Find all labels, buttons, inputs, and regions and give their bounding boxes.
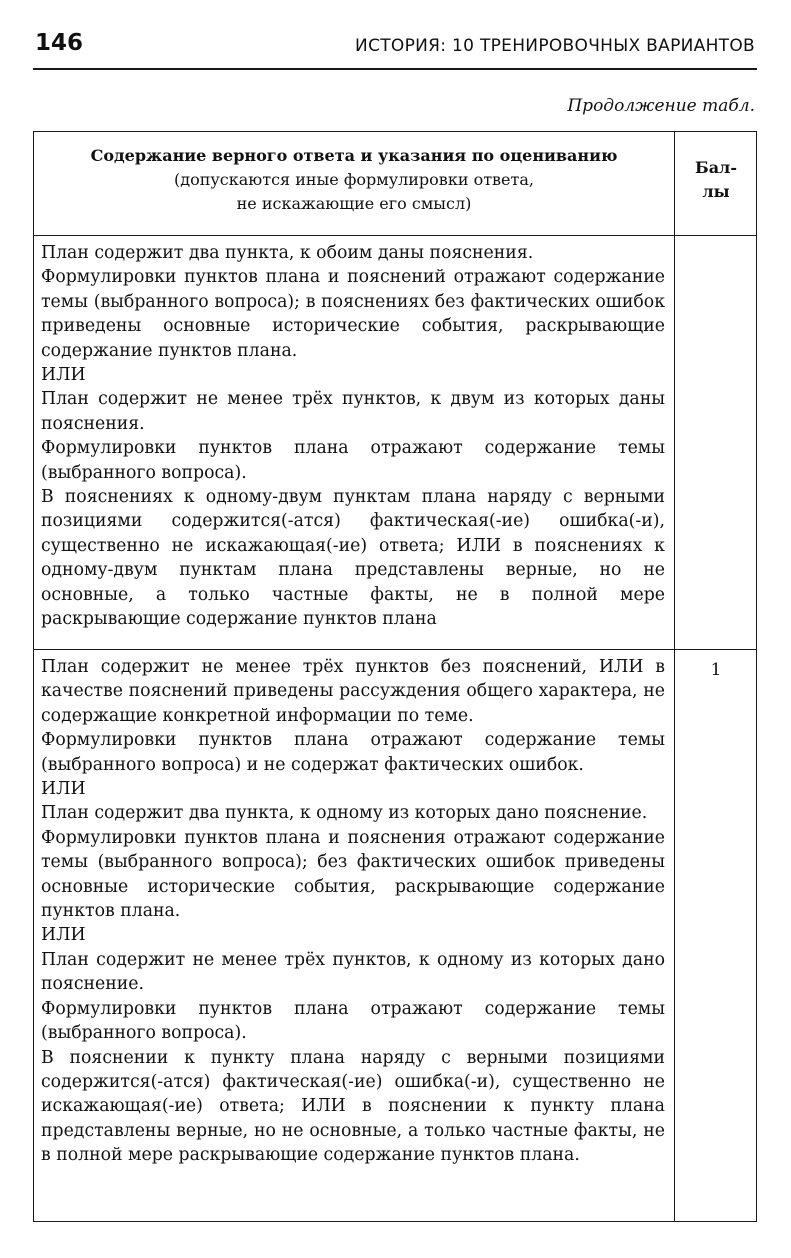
page-number: 146 bbox=[35, 30, 84, 56]
table-row bbox=[34, 235, 756, 649]
criteria-paragraph: Формулировки пунктов плана отражают содержание темы (выбранного вопроса). bbox=[41, 998, 665, 1044]
criteria-paragraph: План содержит не менее трёх пунктов без пояснений, ИЛИ в качестве пояснений приведены рассуждения общего характера, не содержащие конкретной информации по теме. bbox=[41, 657, 665, 726]
criteria-paragraph: ИЛИ bbox=[41, 365, 86, 386]
points-column-header bbox=[675, 156, 757, 204]
criteria-paragraph: Формулировки пунктов плана и пояснений отражают содержание темы (выбранного вопроса); в пояснениях без фактических ошибок приведены основные исторические события, раскрывающие содержание пунктов плана. bbox=[41, 267, 665, 361]
criteria-paragraph: План содержит не менее трёх пунктов, к одному из которых дано пояснение. bbox=[41, 949, 665, 995]
criteria-cell bbox=[41, 241, 665, 632]
criteria-paragraph: Формулировки пунктов плана отражают содержание темы (выбранного вопроса) и не содержат фактических ошибок. bbox=[41, 730, 665, 775]
criteria-paragraph: ИЛИ bbox=[41, 925, 86, 946]
criteria-paragraph: Формулировки пунктов плана и пояснения отражают содержание темы (выбранного вопроса); без фактических ошибок приведены основные исторические события, раскрывающие содержание пунктов плана. bbox=[41, 827, 665, 922]
content-column-subtitle-1: (допускаются иные формулировки ответа, bbox=[174, 170, 534, 189]
table-continuation-label: Продолжение табл. bbox=[567, 96, 755, 116]
content-column-title: Содержание верного ответа и указания по оцениванию bbox=[90, 146, 618, 165]
content-column-subtitle-2: не искажающие его смысл) bbox=[236, 194, 472, 213]
grading-table bbox=[33, 131, 757, 1222]
points-cell: 1 bbox=[710, 660, 722, 680]
table-row bbox=[34, 649, 756, 1221]
criteria-paragraph: ИЛИ bbox=[41, 779, 86, 800]
table-header-row bbox=[34, 132, 756, 235]
points-header-line-2: лы bbox=[702, 182, 730, 201]
points-header-line-1: Бал- bbox=[695, 158, 737, 177]
criteria-paragraph: План содержит два пункта, к одному из которых дано пояснение. bbox=[41, 803, 648, 824]
criteria-paragraph: План содержит два пункта, к обоим даны пояснения. bbox=[41, 243, 534, 263]
criteria-paragraph: В пояснениях к одному-двум пунктам плана наряду с верными позициями содержится(-атся) фактическая(-ие) ошибка(-и), существенно не искажающая(-ие) ответа; ИЛИ в пояснениях к одному-двум пунктам плана представлены верные, но не основные, а только частные факты, не в полной мере раскрывающие содержание пунктов плана bbox=[41, 487, 665, 630]
criteria-paragraph: В пояснении к пункту плана наряду с верными позициями содержится(-атся) фактическая(-ие) ошибка(-и), существенно не искажающая(-ие) ответа; ИЛИ в пояснении к пункту плана представлены верные, но не основные, а только частные факты, не в полной мере раскрывающие содержание пунктов плана. bbox=[41, 1047, 665, 1166]
running-title: ИСТОРИЯ: 10 ТРЕНИРОВОЧНЫХ ВАРИАНТОВ bbox=[355, 36, 755, 56]
criteria-cell bbox=[41, 655, 665, 1168]
criteria-paragraph: Формулировки пунктов плана отражают содержание темы (выбранного вопроса). bbox=[41, 438, 665, 483]
content-column-header bbox=[34, 144, 674, 216]
page-header bbox=[33, 28, 757, 70]
criteria-paragraph: План содержит не менее трёх пунктов, к двум из которых даны пояснения. bbox=[41, 389, 665, 434]
